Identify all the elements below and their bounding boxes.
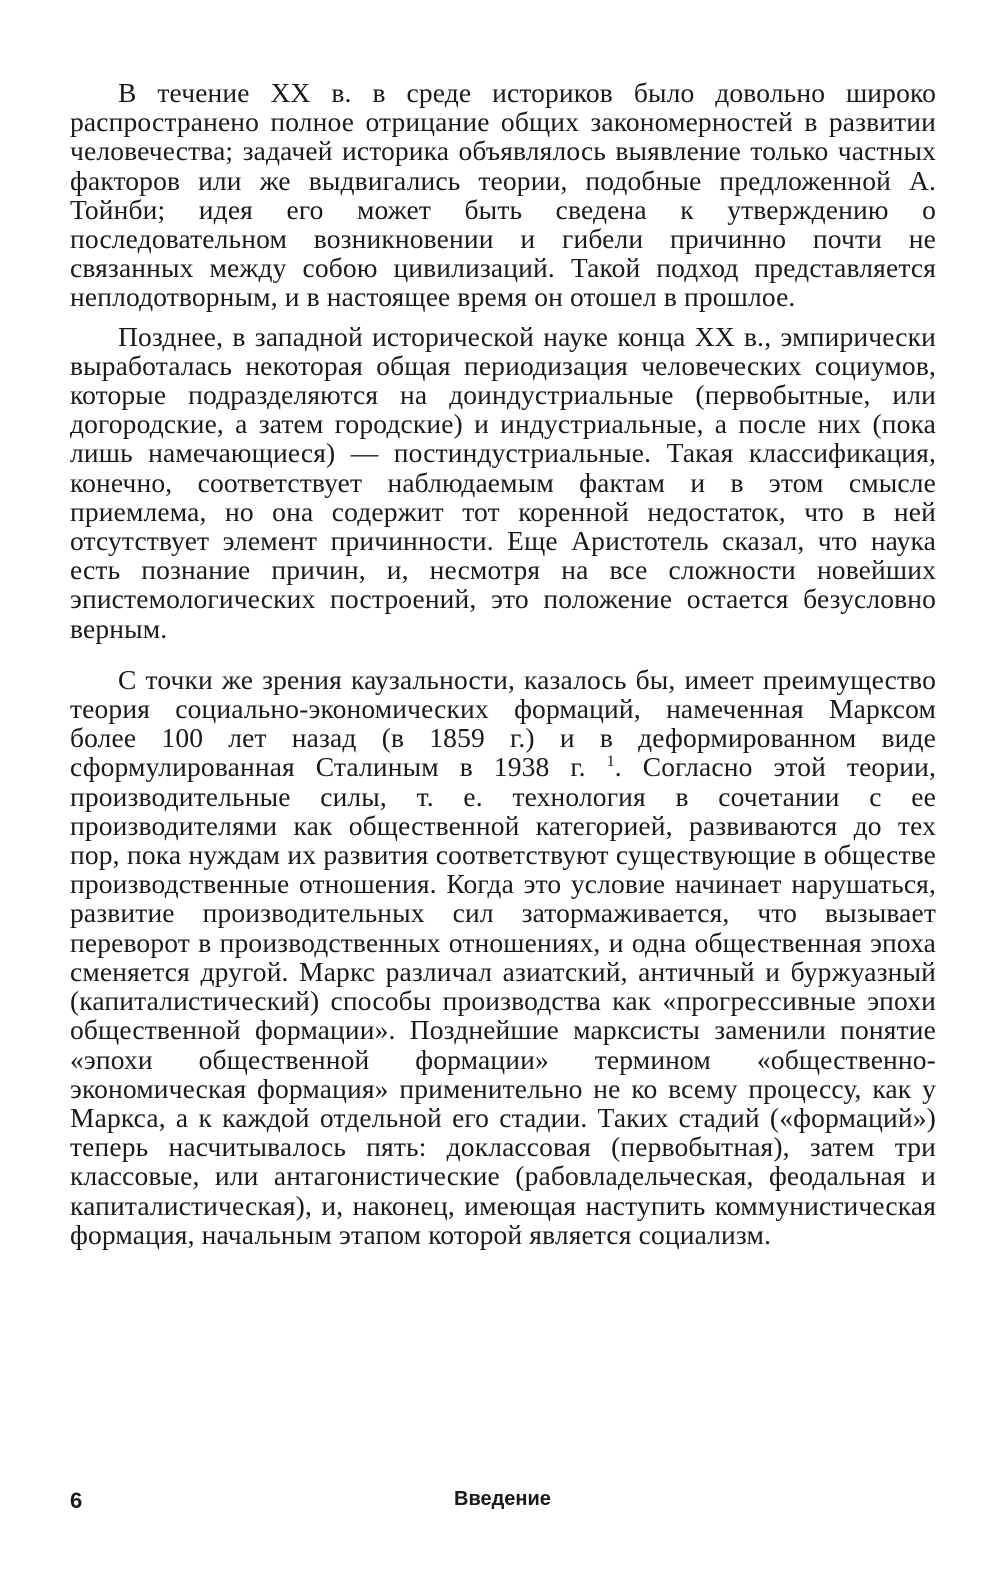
paragraph-3-part-1: С точки же зрения каузальности, казалось бы, имеет преимущество теория социально-экономических формаций, намеченная Марксом более 100 лет назад (в 1859 г.) и в деформированном виде сформулированная Сталиным в 1938 г. <box>70 663 936 783</box>
paragraph-2: Позднее, в западной исторической науке конца XX в., эмпирически выработалась некоторая общая периодизация человеческих социумов, которые подразделяются на доиндустриальные (первобытные, или догородские, а затем городские) и индустриальные, а после них (пока лишь намечающиеся) — постиндустриальные. Такая классификация, конечно, соответствует наблюдаемым фактам и в этом смысле приемлема, но она содержит тот коренной недостаток, что в ней отсутствует элемент причинности. Еще Аристотель сказал, что наука есть познание причин, и, несмотря на все сложности новейших эпистемологических построений, это положение остается безусловно верным. <box>70 320 936 644</box>
paragraph-3 <box>70 665 936 1249</box>
paragraph-1: В течение XX в. в среде историков было довольно широко распространено полное отрицание общих закономерностей в развитии человечества; задачей историка объявлялось выявление только частных факторов или же выдвигались теории, подобные предложенной А. Тойнби; идея его может быть сведена к утверждению о последовательном возникновении и гибели причинно почти не связанных между собою цивилизаций. Такой подход представляется неплодотворным, и в настоящее время он отошел в прошлое. <box>70 77 936 313</box>
page-footer <box>70 1488 936 1518</box>
page-body <box>70 78 936 1257</box>
page-number: 6 <box>70 1488 83 1513</box>
paragraph-3-part-2: . Согласно этой теории, производительные силы, т. е. технология в сочетании с ее производителями как общественной категорией, развиваются до тех пор, пока нуждам их развития соответствуют существующие в обществе производственные отношения. Когда это условие начинает нарушаться, развитие производительных сил затормаживается, что вызывает переворот в производственных отношениях, и одна общественная эпоха сменяется другой. Маркс различал азиатский, античный и буржуазный (капиталистический) способы производства как «прогрессивные эпохи общественной формации». Позднейшие марксисты заменили понятие «эпохи общественной формации» термином «общественно-экономическая формация» применительно не ко всему процессу, как у Маркса, а к каждой отдельной его стадии. Таких стадий («формаций») теперь насчитывалось пять: доклассовая (первобытная), затем три классовые, или антагонистические (рабовладельческая, феодальная и капиталистическая), и, наконец, имеющая наступить коммунистическая формация, начальным этапом которой является социализм. <box>70 751 936 1250</box>
running-head: Введение <box>454 1488 551 1510</box>
footnote-marker[interactable]: 1 <box>606 753 615 771</box>
